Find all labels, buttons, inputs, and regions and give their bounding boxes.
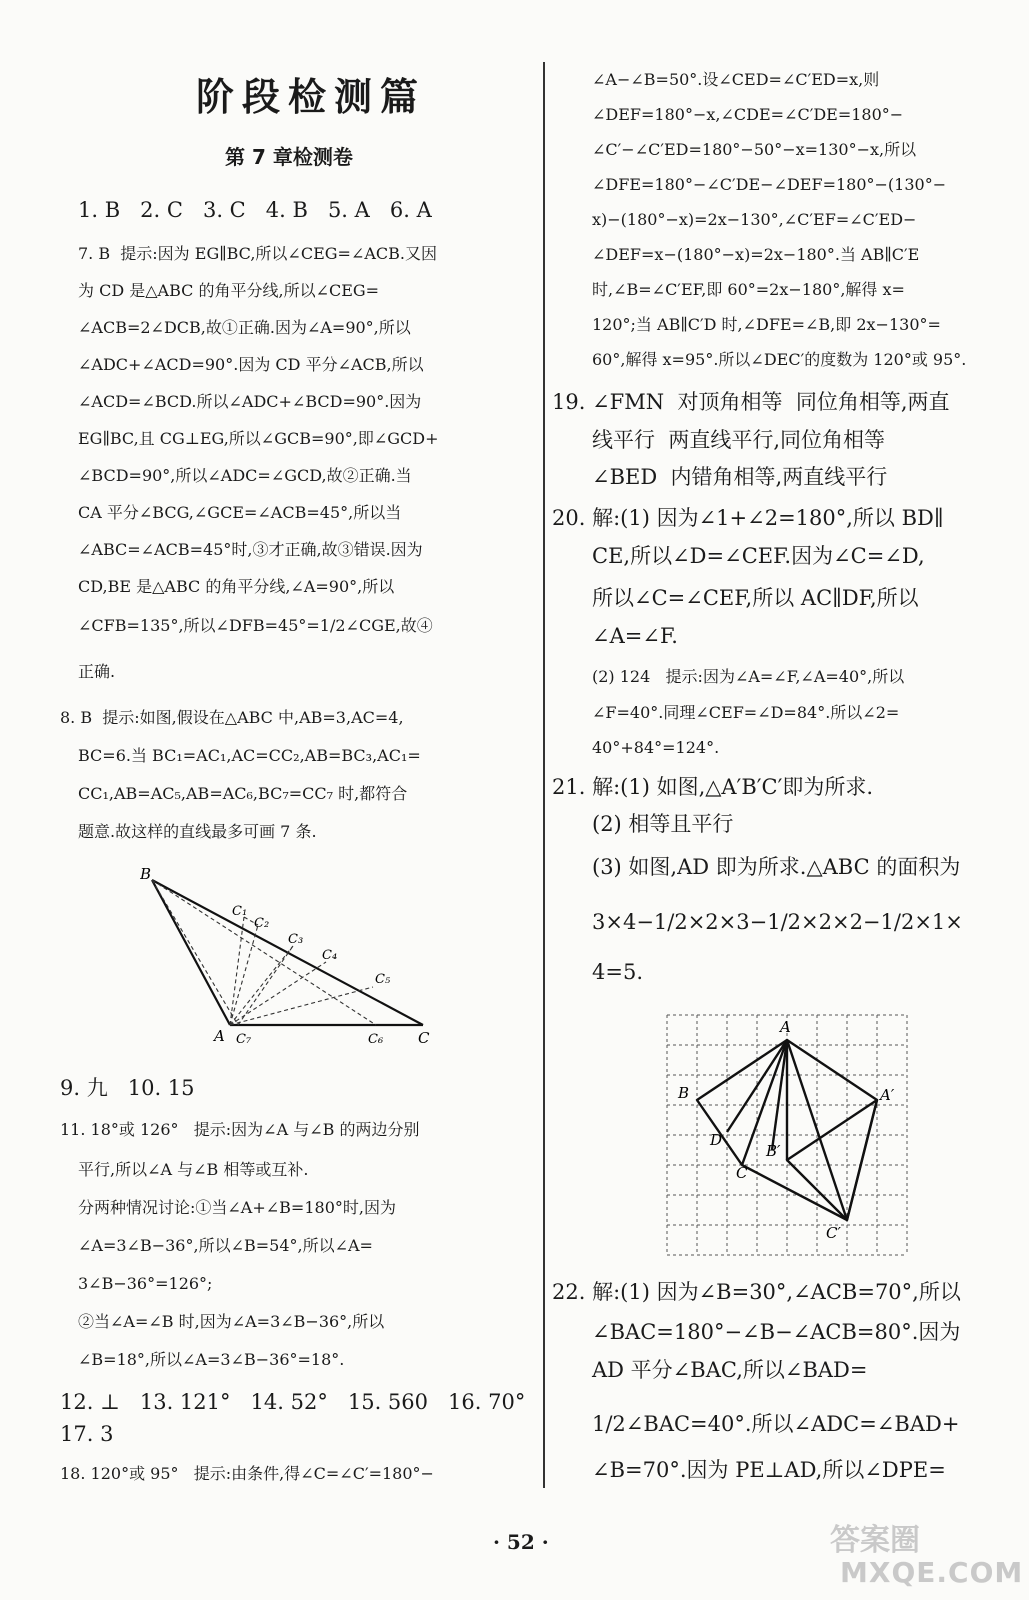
page-number: · 52 · (493, 1530, 549, 1554)
fig1-label: C₅ (375, 972, 391, 987)
fig1-label: C₂ (254, 916, 270, 931)
fig2-label: C′ (826, 1224, 841, 1242)
answer-line: 18. 120°或 95° 提示:由条件,得∠C=∠C′=180°− (60, 1464, 434, 1483)
answer-line: 120°;当 AB∥C′D 时,∠DFE=∠B,即 2x−130°= (592, 315, 941, 334)
figure-grid (662, 1010, 912, 1260)
answer-line: 平行,所以∠A 与∠B 相等或互补. (78, 1160, 309, 1179)
answer-line: 7. B 提示:因为 EG∥BC,所以∠CEG=∠ACB.又因 (78, 244, 437, 263)
chapter-subtitle: 第 7 章检测卷 (225, 145, 353, 169)
answer-line: 40°+84°=124°. (592, 738, 720, 757)
answer-line: 20. 解:(1) 因为∠1+∠2=180°,所以 BD∥ (552, 506, 944, 530)
fig2-label: C (736, 1164, 748, 1182)
answer-line: 9. 九 10. 15 (60, 1076, 195, 1100)
answer-line: 题意.故这样的直线最多可画 7 条. (78, 822, 317, 841)
watermark-url: MXQE.COM (840, 1556, 1024, 1589)
answer-line: ∠ADC+∠ACD=90°.因为 CD 平分∠ACB,所以 (78, 355, 424, 374)
answer-line: ②当∠A=∠B 时,因为∠A=3∠B−36°,所以 (78, 1312, 385, 1331)
fig1-label: C₆ (368, 1032, 384, 1047)
answer-line: ∠BED 内错角相等,两直线平行 (592, 465, 888, 489)
answer-line: ∠C′−∠C′ED=180°−50°−x=130°−x,所以 (592, 140, 917, 159)
answer-line: ∠DEF=x−(180°−x)=2x−180°.当 AB∥C′E (592, 245, 920, 264)
fig1-label: C₇ (236, 1032, 252, 1047)
fig1-label: A (214, 1027, 225, 1045)
watermark-text: 答案圈 (830, 1523, 920, 1558)
answer-line: 12. ⊥ 13. 121° 14. 52° 15. 560 16. 70° (60, 1390, 526, 1414)
answer-line: 3∠B−36°=126°; (78, 1274, 213, 1293)
figure-triangle-lines (140, 865, 520, 1055)
fig2-label: A′ (880, 1086, 895, 1104)
answer-line: 21. 解:(1) 如图,△A′B′C′即为所求. (552, 775, 874, 799)
answer-line: CD,BE 是△ABC 的角平分线,∠A=90°,所以 (78, 577, 395, 596)
answer-line: BC=6.当 BC₁=AC₁,AC=CC₂,AB=BC₃,AC₁= (78, 746, 421, 765)
fig2-label: A (780, 1018, 791, 1036)
column-divider (543, 62, 545, 1488)
answer-line: 分两种情况讨论:①当∠A+∠B=180°时,因为 (78, 1198, 396, 1217)
answer-line: 1/2∠BAC=40°.所以∠ADC=∠BAD+ (592, 1412, 960, 1436)
answer-line: 8. B 提示:如图,假设在△ABC 中,AB=3,AC=4, (60, 708, 404, 727)
fig1-label: C (418, 1029, 430, 1047)
answer-line: (2) 124 提示:因为∠A=∠F,∠A=40°,所以 (592, 667, 905, 686)
answer-line: 22. 解:(1) 因为∠B=30°,∠ACB=70°,所以 (552, 1280, 961, 1304)
fig2-label: B (678, 1084, 690, 1102)
answer-line: (2) 相等且平行 (592, 812, 734, 836)
answer-line: ∠F=40°.同理∠CEF=∠D=84°.所以∠2= (592, 703, 900, 722)
answer-line: 19. ∠FMN 对顶角相等 同位角相等,两直 (552, 390, 950, 414)
answer-line: 4=5. (592, 960, 643, 984)
answer-line: 60°,解得 x=95°.所以∠DEC′的度数为 120°或 95°. (592, 350, 967, 369)
fig2-label: B′ (766, 1142, 781, 1160)
answer-line: ∠CFB=135°,所以∠DFB=45°=1/2∠CGE,故④ (78, 616, 433, 635)
answer-line: ∠B=70°.因为 PE⊥AD,所以∠DPE= (592, 1458, 946, 1482)
fig1-label: B (140, 865, 152, 883)
answer-line: ∠ACB=2∠DCB,故①正确.因为∠A=90°,所以 (78, 318, 411, 337)
answer-line: ∠A=∠F. (592, 624, 678, 648)
fig1-label: C₃ (288, 932, 304, 947)
answer-line: CA 平分∠BCG,∠GCE=∠ACB=45°,所以当 (78, 503, 402, 522)
fig2-label: D (710, 1131, 723, 1149)
answer-line: 11. 18°或 126° 提示:因为∠A 与∠B 的两边分别 (60, 1120, 420, 1139)
answer-line: EG∥BC,且 CG⊥EG,所以∠GCB=90°,即∠GCD+ (78, 429, 439, 448)
answer-line: ∠DFE=180°−∠C′DE−∠DEF=180°−(130°− (592, 175, 947, 194)
answer-line: (3) 如图,AD 即为所求.△ABC 的面积为 (592, 855, 961, 879)
answer-line: ∠B=18°,所以∠A=3∠B−36°=18°. (78, 1350, 345, 1369)
answer-line: 3×4−1/2×2×3−1/2×2×2−1/2×1× (592, 910, 963, 934)
fig1-label: C₄ (322, 948, 338, 963)
answer-line: ∠A−∠B=50°.设∠CED=∠C′ED=x,则 (592, 70, 880, 89)
answer-line: x)−(180°−x)=2x−130°,∠C′EF=∠C′ED− (592, 210, 917, 229)
answer-line: 时,∠B=∠C′EF,即 60°=2x−180°,解得 x= (592, 280, 905, 299)
answer-line: ∠DEF=180°−x,∠CDE=∠C′DE=180°− (592, 105, 904, 124)
answer-line: ∠ABC=∠ACB=45°时,③才正确,故③错误.因为 (78, 540, 423, 559)
answer-line: CE,所以∠D=∠CEF.因为∠C=∠D, (592, 544, 925, 568)
answer-line: ∠BCD=90°,所以∠ADC=∠GCD,故②正确.当 (78, 466, 412, 485)
answer-line: AD 平分∠BAC,所以∠BAD= (592, 1358, 868, 1382)
answer-line: CC₁,AB=AC₅,AB=AC₆,BC₇=CC₇ 时,都符合 (78, 784, 408, 803)
answer-line: ∠A=3∠B−36°,所以∠B=54°,所以∠A= (78, 1236, 373, 1255)
answer-line: 线平行 两直线平行,同位角相等 (592, 428, 886, 452)
answer-line: ∠BAC=180°−∠B−∠ACB=80°.因为 (592, 1320, 961, 1344)
answer-line: 为 CD 是△ABC 的角平分线,所以∠CEG= (78, 281, 380, 300)
page-title: 阶段检测篇 (196, 74, 427, 119)
fig1-label: C₁ (232, 904, 248, 919)
answer-line: 1. B 2. C 3. C 4. B 5. A 6. A (78, 198, 432, 222)
answer-line: 所以∠C=∠CEF,所以 AC∥DF,所以 (592, 586, 919, 610)
answer-line: ∠ACD=∠BCD.所以∠ADC+∠BCD=90°.因为 (78, 392, 422, 411)
answer-line: 17. 3 (60, 1422, 114, 1446)
answer-line: 正确. (78, 662, 116, 681)
